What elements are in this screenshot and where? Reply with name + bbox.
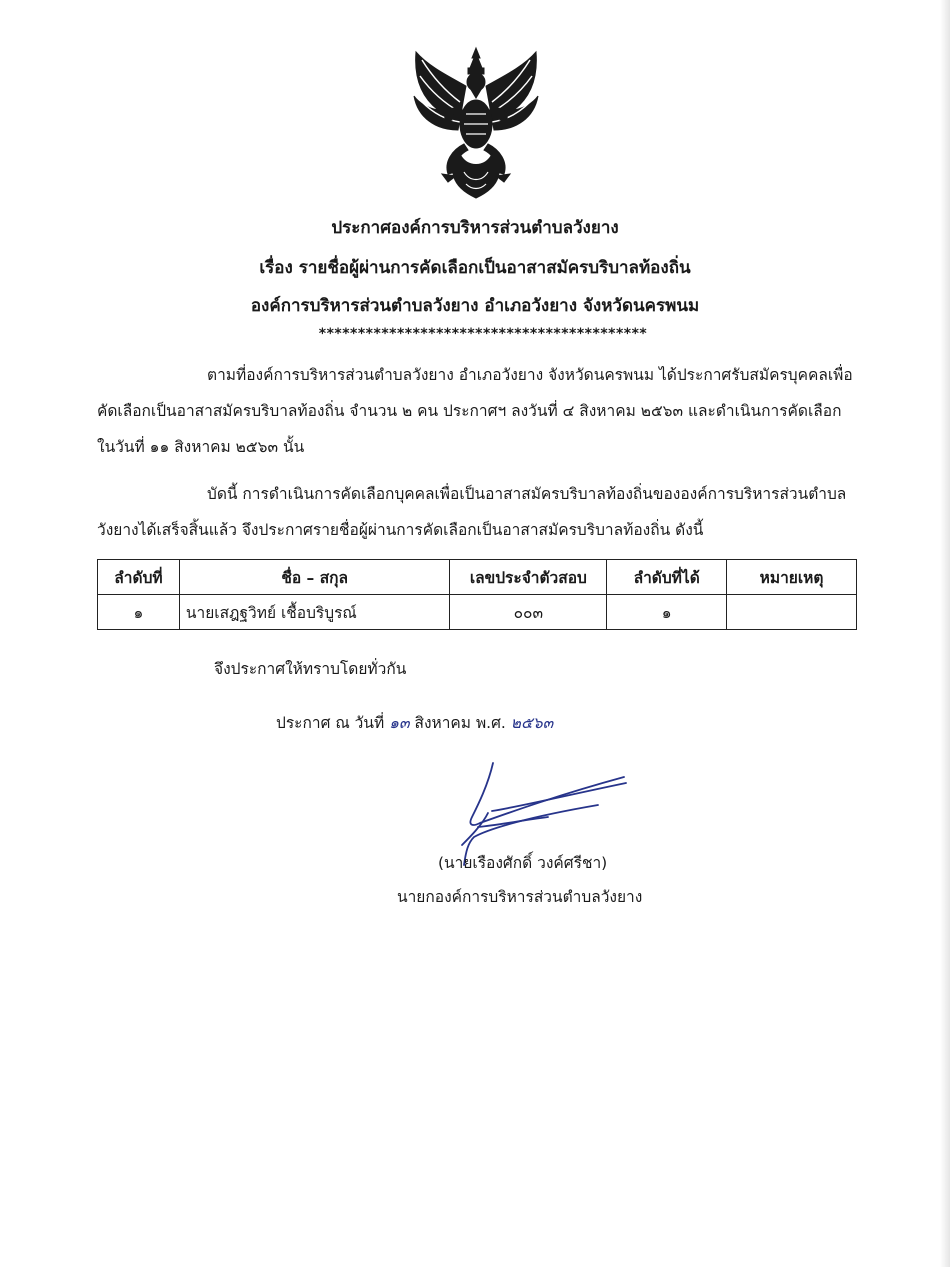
signer-name: (นายเรืองศักดิ์ วงค์ศรีชา) bbox=[438, 854, 608, 872]
announcement-date bbox=[276, 710, 553, 735]
header-order: ลำดับที่ bbox=[98, 560, 180, 595]
announcement-organization: องค์การบริหารส่วนตำบลวังยาง อำเภอวังยาง จังหวัดนครพนม bbox=[250, 296, 700, 316]
cell-order: ๑ bbox=[98, 595, 180, 630]
date-prefix: ประกาศ ณ วันที่ bbox=[276, 714, 385, 732]
closing-statement: จึงประกาศให้ทราบโดยทั่วกัน bbox=[214, 660, 407, 678]
header-rank: ลำดับที่ได้ bbox=[607, 560, 727, 595]
date-day-handwritten: ๑๓ bbox=[389, 714, 410, 732]
signer-position: นายกองค์การบริหารส่วนตำบลวังยาง bbox=[397, 888, 643, 906]
title-separator: ****************************************** bbox=[318, 326, 648, 342]
header-exam-id: เลขประจำตัวสอบ bbox=[450, 560, 607, 595]
page-edge-shadow bbox=[940, 0, 950, 1267]
paragraph-background-text: ตามที่องค์การบริหารส่วนตำบลวังยาง อำเภอวังยาง จังหวัดนครพนม ได้ประกาศรับสมัครบุคคลเพื่อคัดเลือกเป็นอาสาสมัครบริบาลท้องถิ่น จำนวน ๒ คน ประกาศฯ ลงวันที่ ๔ สิงหาคม ๒๕๖๓ และดำเนินการคัดเลือกในวันที่ ๑๑ สิงหาคม ๒๕๖๓ นั้น bbox=[97, 366, 853, 456]
date-year-handwritten: ๒๕๖๓ bbox=[510, 714, 554, 732]
garuda-emblem-icon bbox=[408, 46, 544, 202]
header-name: ชื่อ – สกุล bbox=[179, 560, 450, 595]
cell-name: นายเสฎฐวิทย์ เชื้อบริบูรณ์ bbox=[179, 595, 450, 630]
paragraph-background bbox=[97, 357, 857, 465]
announcement-subject: เรื่อง รายชื่อผู้ผ่านการคัดเลือกเป็นอาสาสมัครบริบาลท้องถิ่น bbox=[259, 258, 691, 278]
date-month: สิงหาคม พ.ศ. bbox=[414, 714, 506, 732]
cell-rank: ๑ bbox=[607, 595, 727, 630]
results-table bbox=[97, 559, 857, 630]
table-header-row bbox=[98, 560, 857, 595]
cell-exam-id: ๐๐๓ bbox=[450, 595, 607, 630]
table-row bbox=[98, 595, 857, 630]
paragraph-announcement bbox=[97, 476, 857, 548]
cell-remarks bbox=[727, 595, 857, 630]
paragraph-announcement-text: บัดนี้ การดำเนินการคัดเลือกบุคคลเพื่อเป็นอาสาสมัครบริบาลท้องถิ่นขององค์การบริหารส่วนตำบลวังยางได้เสร็จสิ้นแล้ว จึงประกาศรายชื่อผู้ผ่านการคัดเลือกเป็นอาสาสมัครบริบาลท้องถิ่น ดังนี้ bbox=[97, 485, 847, 539]
header-remarks: หมายเหตุ bbox=[727, 560, 857, 595]
announcement-title: ประกาศองค์การบริหารส่วนตำบลวังยาง bbox=[331, 218, 619, 238]
